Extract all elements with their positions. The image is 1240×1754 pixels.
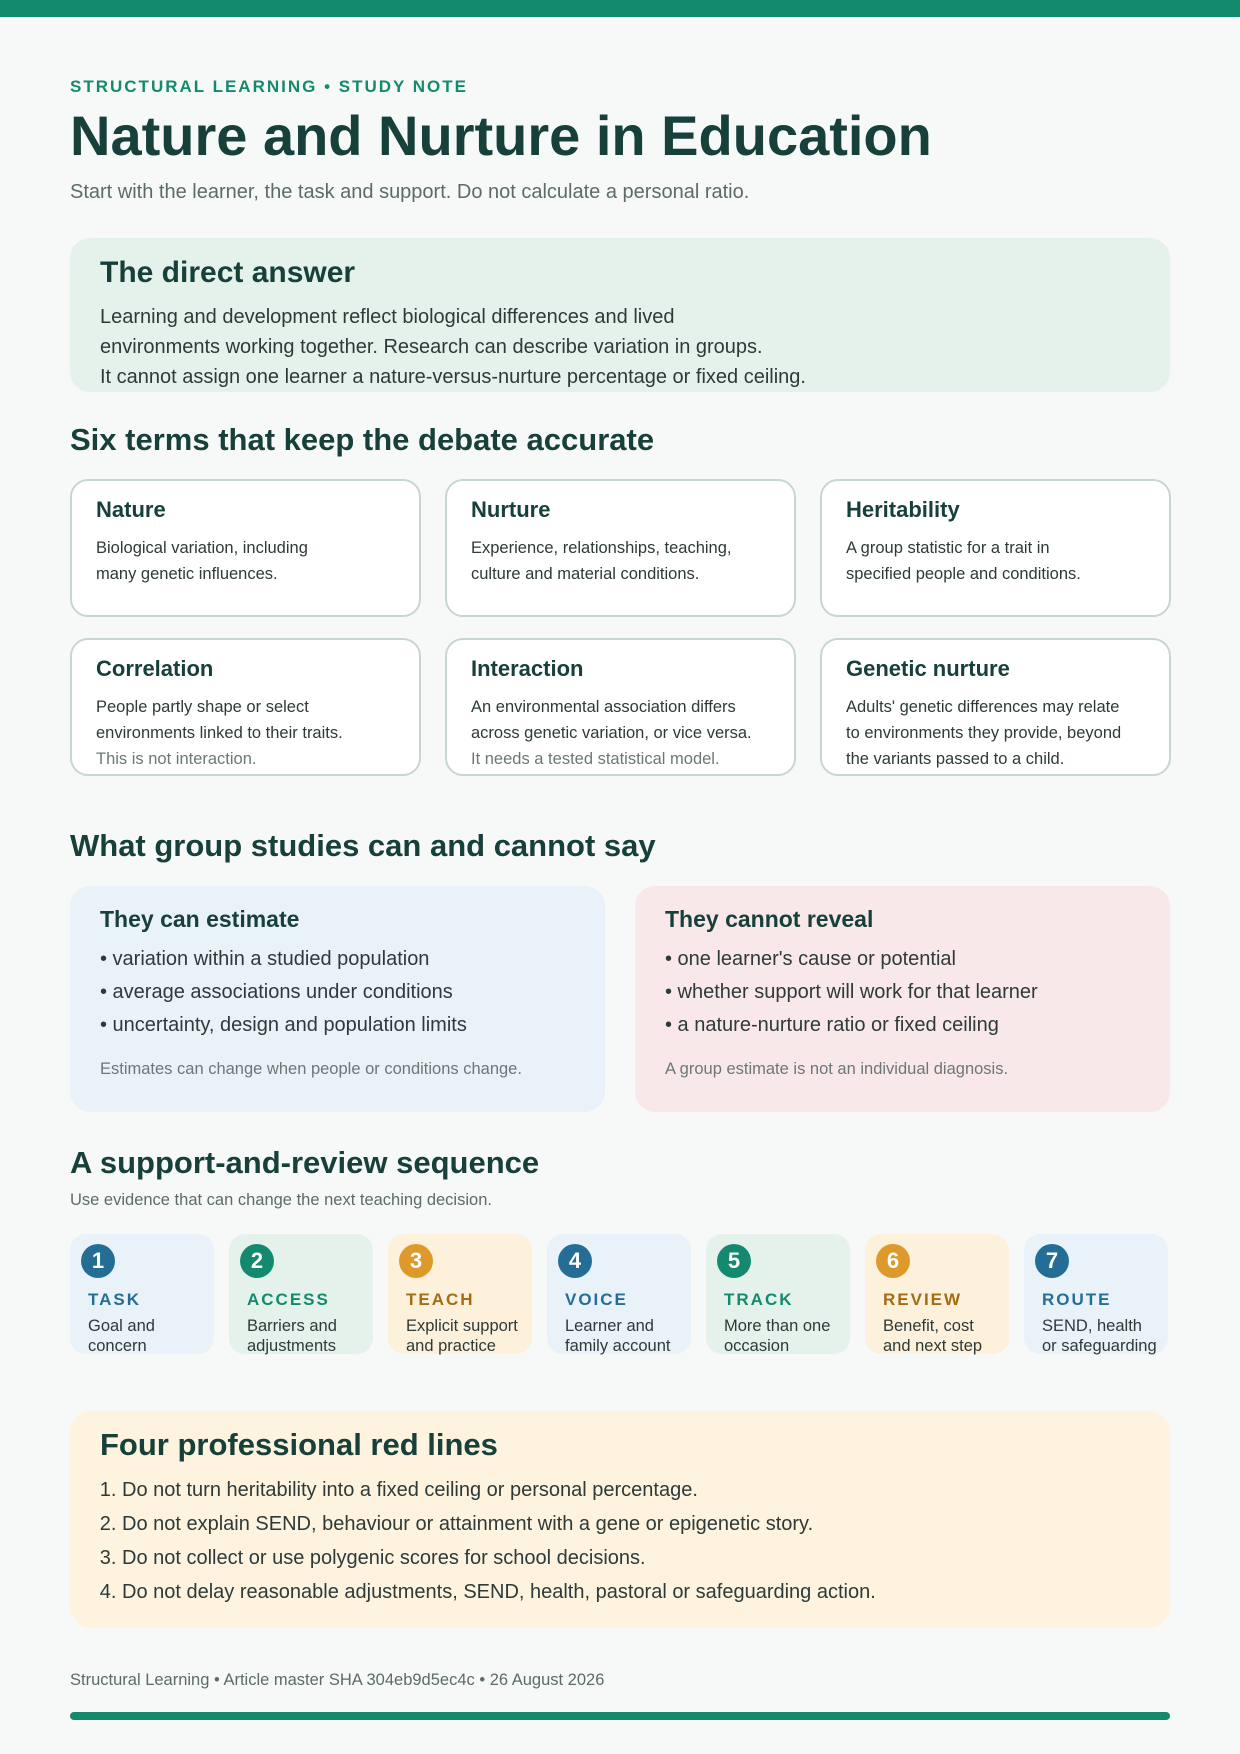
term-line: many genetic influences. [96,565,278,583]
term-card-genetic-nurture [820,638,1171,776]
cannot-reveal-panel [635,886,1170,1112]
sequence-subtitle: Use evidence that can change the next teaching decision. [70,1191,492,1209]
bottom-accent-bar [70,1712,1170,1720]
step-line: adjustments [247,1337,336,1355]
footer-text: Structural Learning • Article master SHA 304eb9d5ec4c • 26 August 2026 [70,1671,605,1689]
step-description [883,1316,998,1356]
step-description [724,1316,839,1356]
list-item: • whether support will work for that learner [665,981,1038,1003]
step-task [70,1234,214,1354]
term-title: Heritability [846,497,960,522]
list-item: 1. Do not turn heritability into a fixed ceiling or personal percentage. [122,1473,1140,1507]
step-line: Explicit support [406,1317,518,1335]
term-note: This is not interaction. [96,750,257,768]
list-item: • variation within a studied population [100,948,430,970]
term-line: across genetic variation, or vice versa. [471,724,752,742]
red-lines-list [100,1473,1140,1609]
step-description [88,1316,203,1356]
page-subtitle: Start with the learner, the task and support. Do not calculate a personal ratio. [70,181,750,203]
step-number-badge: 6 [876,1244,910,1278]
term-title: Genetic nurture [846,656,1010,681]
list-item: • uncertainty, design and population limits [100,1014,467,1036]
term-card-heritability [820,479,1171,617]
step-number-badge: 4 [558,1244,592,1278]
step-description [1042,1316,1157,1356]
top-accent-bar [0,0,1240,17]
direct-answer-heading: The direct answer [100,256,356,289]
term-definition [96,535,395,587]
term-definition [471,535,770,587]
term-line: An environmental association differs [471,698,736,716]
cannot-reveal-heading: They cannot reveal [665,906,874,932]
can-estimate-panel [70,886,605,1112]
list-item: • average associations under conditions [100,981,453,1003]
step-name: TASK [88,1290,142,1309]
step-description [406,1316,521,1356]
step-line: Learner and [565,1317,654,1335]
direct-answer-line: Learning and development reflect biological differences and lived [100,306,675,328]
list-item: 2. Do not explain SEND, behaviour or attainment with a gene or epigenetic story. [122,1507,1140,1541]
red-lines-box [70,1411,1170,1628]
step-description [247,1316,362,1356]
can-estimate-note: Estimates can change when people or conditions change. [100,1060,522,1078]
step-line: SEND, health [1042,1317,1142,1335]
term-title: Nurture [471,497,551,522]
term-line: specified people and conditions. [846,565,1081,583]
term-card-interaction [445,638,796,776]
term-title: Interaction [471,656,584,681]
term-line: People partly shape or select [96,698,309,716]
red-lines-heading: Four professional red lines [100,1427,498,1462]
term-definition [846,694,1145,772]
term-card-nature [70,479,421,617]
step-name: TRACK [724,1290,794,1309]
list-item: • a nature-nurture ratio or fixed ceiling [665,1014,999,1036]
step-name: ACCESS [247,1290,330,1309]
term-line: culture and material conditions. [471,565,700,583]
direct-answer-line: environments working together. Research can describe variation in groups. [100,336,763,358]
term-definition [96,694,395,772]
direct-answer-line: It cannot assign one learner a nature-versus-nurture percentage or fixed ceiling. [100,366,806,388]
term-line: environments linked to their traits. [96,724,343,742]
list-item: 4. Do not delay reasonable adjustments, SEND, health, pastoral or safeguarding action. [122,1575,1140,1609]
step-name: REVIEW [883,1290,963,1309]
term-line: Adults' genetic differences may relate [846,698,1120,716]
step-track [706,1234,850,1354]
step-line: Benefit, cost [883,1317,974,1335]
step-review [865,1234,1009,1354]
step-name: TEACH [406,1290,475,1309]
direct-answer-text [100,302,1140,392]
sequence-heading: A support-and-review sequence [70,1145,540,1180]
step-name: ROUTE [1042,1290,1112,1309]
step-number-badge: 3 [399,1244,433,1278]
step-voice [547,1234,691,1354]
can-estimate-heading: They can estimate [100,906,300,932]
term-note: It needs a tested statistical model. [471,750,720,768]
term-line: Biological variation, including [96,539,308,557]
term-card-correlation [70,638,421,776]
step-line: concern [88,1337,147,1355]
term-line: to environments they provide, beyond [846,724,1122,742]
step-line: Barriers and [247,1317,337,1335]
step-description [565,1316,680,1356]
can-estimate-list [100,943,575,1042]
step-number-badge: 5 [717,1244,751,1278]
group-studies-heading: What group studies can and cannot say [70,828,656,863]
step-line: occasion [724,1337,790,1355]
step-number-badge: 7 [1035,1244,1069,1278]
step-teach [388,1234,532,1354]
term-definition [471,694,770,772]
eyebrow: STRUCTURAL LEARNING • STUDY NOTE [70,77,468,96]
cannot-reveal-list [665,943,1140,1042]
terms-heading: Six terms that keep the debate accurate [70,422,655,457]
step-line: family account [565,1337,671,1355]
term-title: Nature [96,497,166,522]
step-route [1024,1234,1168,1354]
step-line: More than one [724,1317,831,1335]
step-line: and practice [406,1337,496,1355]
step-name: VOICE [565,1290,628,1309]
term-line: Experience, relationships, teaching, [471,539,732,557]
term-card-nurture [445,479,796,617]
step-line: Goal and [88,1317,155,1335]
direct-answer-box [70,238,1170,392]
term-definition [846,535,1145,587]
list-item: 3. Do not collect or use polygenic scores for school decisions. [122,1541,1140,1575]
term-title: Correlation [96,656,214,681]
list-item: • one learner's cause or potential [665,948,956,970]
term-line: A group statistic for a trait in [846,539,1050,557]
step-number-badge: 2 [240,1244,274,1278]
term-line: the variants passed to a child. [846,750,1065,768]
step-line: and next step [883,1337,983,1355]
cannot-reveal-note: A group estimate is not an individual diagnosis. [665,1060,1009,1078]
step-number-badge: 1 [81,1244,115,1278]
step-access [229,1234,373,1354]
page-title: Nature and Nurture in Education [70,104,932,167]
step-line: or safeguarding [1042,1337,1157,1355]
